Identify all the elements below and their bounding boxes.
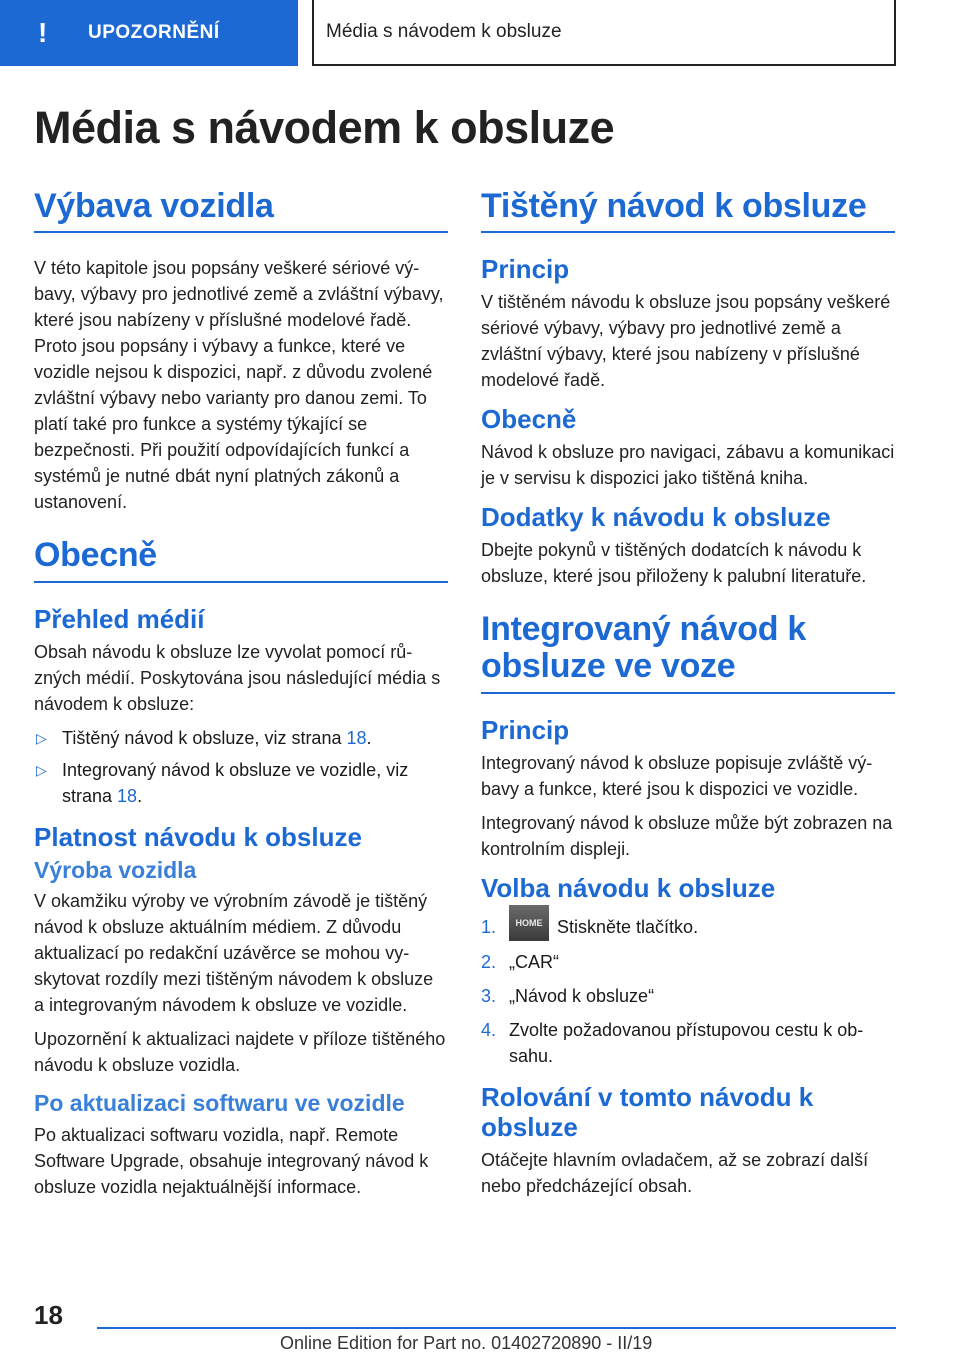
paragraph: Návod k obsluze pro navigaci, zábavu a komunikaci je v servisu k dispozici jako tištěná kniha. <box>481 442 895 489</box>
list-item <box>34 725 448 751</box>
section-title: Tištěný návod k obsluze <box>481 188 895 233</box>
footer-divider <box>97 1327 896 1329</box>
subsection-title: Přehled médií <box>34 603 205 634</box>
page-number: 18 <box>34 1300 63 1330</box>
section-vybava-vozidla <box>34 188 448 515</box>
list-item <box>481 1017 895 1069</box>
left-column <box>34 188 448 1222</box>
minor-heading: Výroba vozidla <box>34 856 197 883</box>
subsection-title: Princip <box>481 714 570 745</box>
list-item-text: Integrovaný návod k obsluze ve vozidle, viz strana <box>62 759 409 806</box>
section-integrovany-navod <box>481 611 895 1199</box>
current-section-label: Média s návodem k obsluze <box>326 21 562 42</box>
subsection-title: Volba návodu k obsluze <box>481 872 776 903</box>
step-number: 3. <box>481 985 497 1006</box>
steps-list <box>481 914 895 1069</box>
list-item <box>481 949 895 975</box>
subsection-title: Obecně <box>481 404 577 435</box>
paragraph: V tištěném návodu k obsluze jsou popsány veškeré sériové výbavy, výbavy pro jednotlivé země a zvláštní výbavy, které jsou nabízeny v příslušné modelové řadě. <box>481 292 891 391</box>
warning-tab-label: UPOZORNĚNÍ <box>88 22 220 43</box>
triangle-bullet-icon: ▷ <box>36 729 47 746</box>
step-number: 1. <box>481 916 497 937</box>
media-list <box>34 725 448 809</box>
list-item <box>481 914 895 941</box>
page-title: Média s návodem k obsluze <box>34 102 615 153</box>
paragraph: Otáčejte hlavním ovladačem, až se zobrazí další nebo předcházející obsah. <box>481 1149 869 1196</box>
subsection-title: Princip <box>481 254 570 285</box>
section-title: Výbava vozidla <box>34 188 448 233</box>
edition-info: Online Edition for Part no. 01402720890 - II/19 <box>280 1333 653 1353</box>
step-number: 2. <box>481 951 497 972</box>
page-link[interactable]: 18 <box>117 785 138 806</box>
warning-icon: ! <box>38 17 48 48</box>
step-text: „Návod k obsluze“ <box>509 985 655 1006</box>
right-column <box>481 188 895 1221</box>
list-item <box>481 983 895 1009</box>
list-item-end: . <box>366 727 372 748</box>
subsection-title: Platnost návodu k obsluze <box>34 821 362 852</box>
current-section-tab[interactable] <box>312 0 896 66</box>
section-title: Obecně <box>34 537 448 582</box>
paragraph: Dbejte pokynů v tištěných dodatcích k návodu k obsluze, které jsou přiloženy k palubní literatuře. <box>481 540 867 587</box>
page-link[interactable]: 18 <box>346 727 367 748</box>
section-obecne <box>34 537 448 1199</box>
paragraph: Upozornění k aktualizaci najdete v příloze tištěného návodu k obsluze vozidla. <box>34 1029 446 1076</box>
list-item-end: . <box>137 785 143 806</box>
home-button-icon: HOME <box>509 905 549 941</box>
subsection-platnost <box>34 823 448 1200</box>
list-item <box>34 757 448 809</box>
step-number: 4. <box>481 1019 497 1040</box>
step-text: Zvolte požadovanou přístupovou cestu k obsahu. <box>509 1019 864 1066</box>
paragraph: Obsah návodu k obsluze lze vyvolat pomocí různých médií. Poskytována jsou následující média s návodem k obsluze: <box>34 641 441 714</box>
minor-heading: Po aktualizaci softwaru ve vozidle <box>34 1090 405 1117</box>
triangle-bullet-icon: ▷ <box>36 761 47 778</box>
subsection-title: Dodatky k návodu k obsluze <box>481 502 831 533</box>
subsection-title: Rolování v tomto návodu k obsluze <box>481 1081 814 1142</box>
page-header <box>0 0 960 66</box>
list-item-text: Tištěný návod k obsluze, viz strana <box>62 727 347 748</box>
step-text: Stiskněte tlačítko. <box>557 916 699 937</box>
paragraph: Integrovaný návod k obsluze může být zobrazen na kontrolním displeji. <box>481 812 893 859</box>
subsection-prehled-medii <box>34 605 448 809</box>
paragraph: V této kapitole jsou popsány veškeré sériové výbavy, výbavy pro jednotlivé země a zvláštní výbavy, které jsou nabízeny v příslušné modelové řadě. Proto jsou popsány i výbavy a funkce, které ve vozidle nejsou k dispozici, např. z důvodu zvolené zvláštní výbavy nebo varianty pro danou zemi. To platí také pro funkce a systémy týkající se bezpečnosti. Při použití odpovídajících funkcí a systémů je nutné dbát nyní platných zákonů a ustanovení. <box>34 258 444 513</box>
paragraph: Po aktualizaci softwaru vozidla, např. Remote Software Upgrade, obsahuje integrovaný návod k obsluze vozidla nejaktuálnější informace. <box>34 1124 429 1197</box>
paragraph: Integrovaný návod k obsluze popisuje zvláště výbavy a funkce, které jsou k dispozici ve vozidle. <box>481 752 873 799</box>
section-title: Integrovaný návod k obsluze ve voze <box>481 611 895 694</box>
section-tisteny-navod <box>481 188 895 589</box>
paragraph: V okamžiku výroby ve výrobním závodě je tištěný návod k obsluze aktuálním médiem. Z důvodu aktualizací po redakční uzávěrce se mohou vyskytovat rozdíly mezi tištěným návodem k obsluze a integrovaným návodem k obsluze ve vozidle. <box>34 891 434 1016</box>
step-text: „CAR“ <box>509 951 559 972</box>
warning-tab[interactable] <box>0 0 298 66</box>
